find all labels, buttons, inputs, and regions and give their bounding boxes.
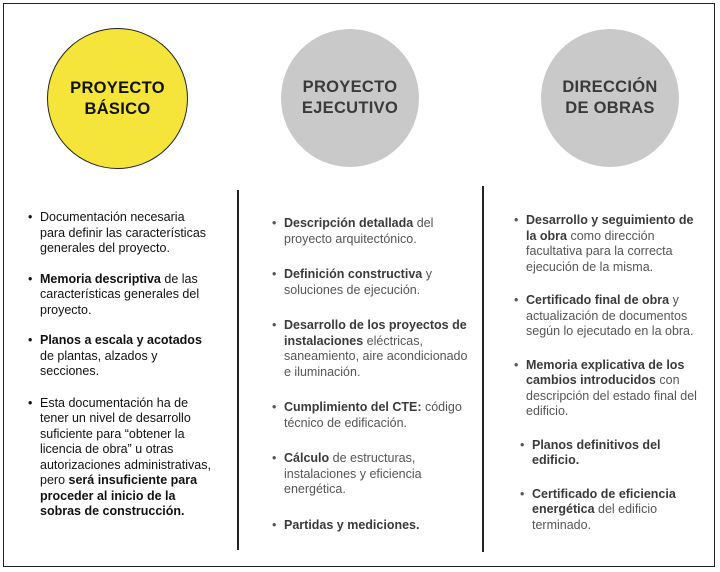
item-bold: Desarrollo de los proyectos de instalaciones: [284, 318, 467, 348]
circle-title-line: DIRECCIÓN: [562, 78, 658, 96]
list-item: [270, 400, 468, 431]
circle-proyecto-ejecutivo: [281, 29, 419, 167]
list-item: [26, 333, 212, 380]
item-bold: Planos definitivos del edificio.: [532, 437, 661, 467]
item-text: del proyecto arquitectónico.: [284, 216, 434, 246]
item-bold: Cálculo: [284, 451, 330, 465]
column-proyecto-ejecutivo: [270, 216, 468, 533]
item-bold: Memoria descriptiva: [40, 271, 161, 286]
list-item: [512, 293, 702, 340]
item-text: como dirección facultativa para la correcta ejecución de la misma.: [526, 228, 673, 274]
bullet-icon: •: [520, 486, 525, 501]
item-text: eléctricas, saneamiento, aire acondicionado e iluminación.: [284, 333, 468, 379]
circle-title-line: EJECUTIVO: [301, 99, 399, 117]
bullet-icon: •: [514, 357, 519, 372]
circle-title-line: PROYECTO: [302, 78, 398, 96]
list-item: [26, 210, 212, 257]
bullet-icon: •: [272, 216, 277, 230]
list-item: [518, 487, 702, 534]
circle-title-line: DE OBRAS: [565, 99, 655, 117]
list-item: [270, 518, 468, 534]
item-bold: será insuficiente para proceder al inicio de la sobras de construcción.: [40, 473, 198, 518]
item-text: Esta documentación ha de tener un nivel de desarrollo suficiente para “obtener la licencia de obra” u otras autorizaciones administrativas, pero: [40, 395, 211, 487]
bullet-icon: •: [272, 517, 277, 532]
item-text: Documentación necesaria para definir las características generales del proyecto.: [40, 210, 207, 255]
item-text: con descripción del estado final del edificio.: [526, 373, 697, 418]
item-bold: Cumplimiento del CTE:: [284, 400, 422, 414]
list-item: [270, 267, 468, 298]
column-divider: [237, 190, 239, 550]
column-divider: [482, 186, 484, 552]
list-item: [518, 438, 702, 469]
bullet-icon: •: [28, 210, 33, 224]
circle-title-line: PROYECTO: [70, 78, 165, 97]
bullet-icon: •: [514, 293, 519, 307]
column-direccion-de-obras: [512, 213, 702, 533]
item-text: de estructuras, instalaciones y eficiencia energética.: [284, 451, 422, 496]
list-item: [26, 272, 212, 319]
bullet-icon: •: [272, 267, 277, 281]
item-text: del edificio terminado.: [532, 502, 658, 532]
item-bold: Descripción detallada: [284, 216, 414, 230]
bullet-icon: •: [28, 333, 33, 347]
item-text: de plantas, alzados y secciones.: [40, 348, 158, 378]
item-text: y actualización de documentos según lo ejecutado en la obra.: [526, 293, 694, 338]
circle-direccion-de-obras: [541, 29, 679, 167]
bullet-icon: •: [28, 271, 33, 286]
bullet-icon: •: [272, 318, 277, 332]
item-text: y soluciones de ejecución.: [284, 267, 432, 297]
circle-title-line: BÁSICO: [84, 99, 151, 118]
item-bold: Partidas y mediciones.: [284, 517, 420, 532]
item-bold: Certificado de eficiencia energética: [532, 486, 676, 516]
bullet-icon: •: [272, 451, 277, 465]
item-bold: Memoria explicativa de los cambios introducidos: [526, 357, 685, 387]
list-item: [512, 358, 702, 420]
list-item: [26, 396, 212, 520]
bullet-icon: •: [28, 395, 33, 410]
item-text: código técnico de edificación.: [284, 400, 462, 430]
circle-proyecto-basico: [47, 28, 188, 169]
item-bold: Desarrollo y seguimiento de la obra: [526, 213, 694, 243]
bullet-icon: •: [520, 437, 525, 452]
column-proyecto-basico: [26, 210, 212, 520]
item-bold: Definición constructiva: [284, 267, 423, 281]
bullet-icon: •: [272, 400, 277, 414]
item-text: de las características generales del proyecto.: [40, 271, 200, 317]
list-item: [270, 451, 468, 498]
list-item: [512, 213, 702, 275]
list-item: [270, 216, 468, 247]
item-bold: Planos a escala y acotados: [40, 333, 202, 347]
bullet-icon: •: [514, 213, 519, 227]
list-item: [270, 318, 468, 380]
item-bold: Certificado final de obra: [526, 293, 670, 307]
